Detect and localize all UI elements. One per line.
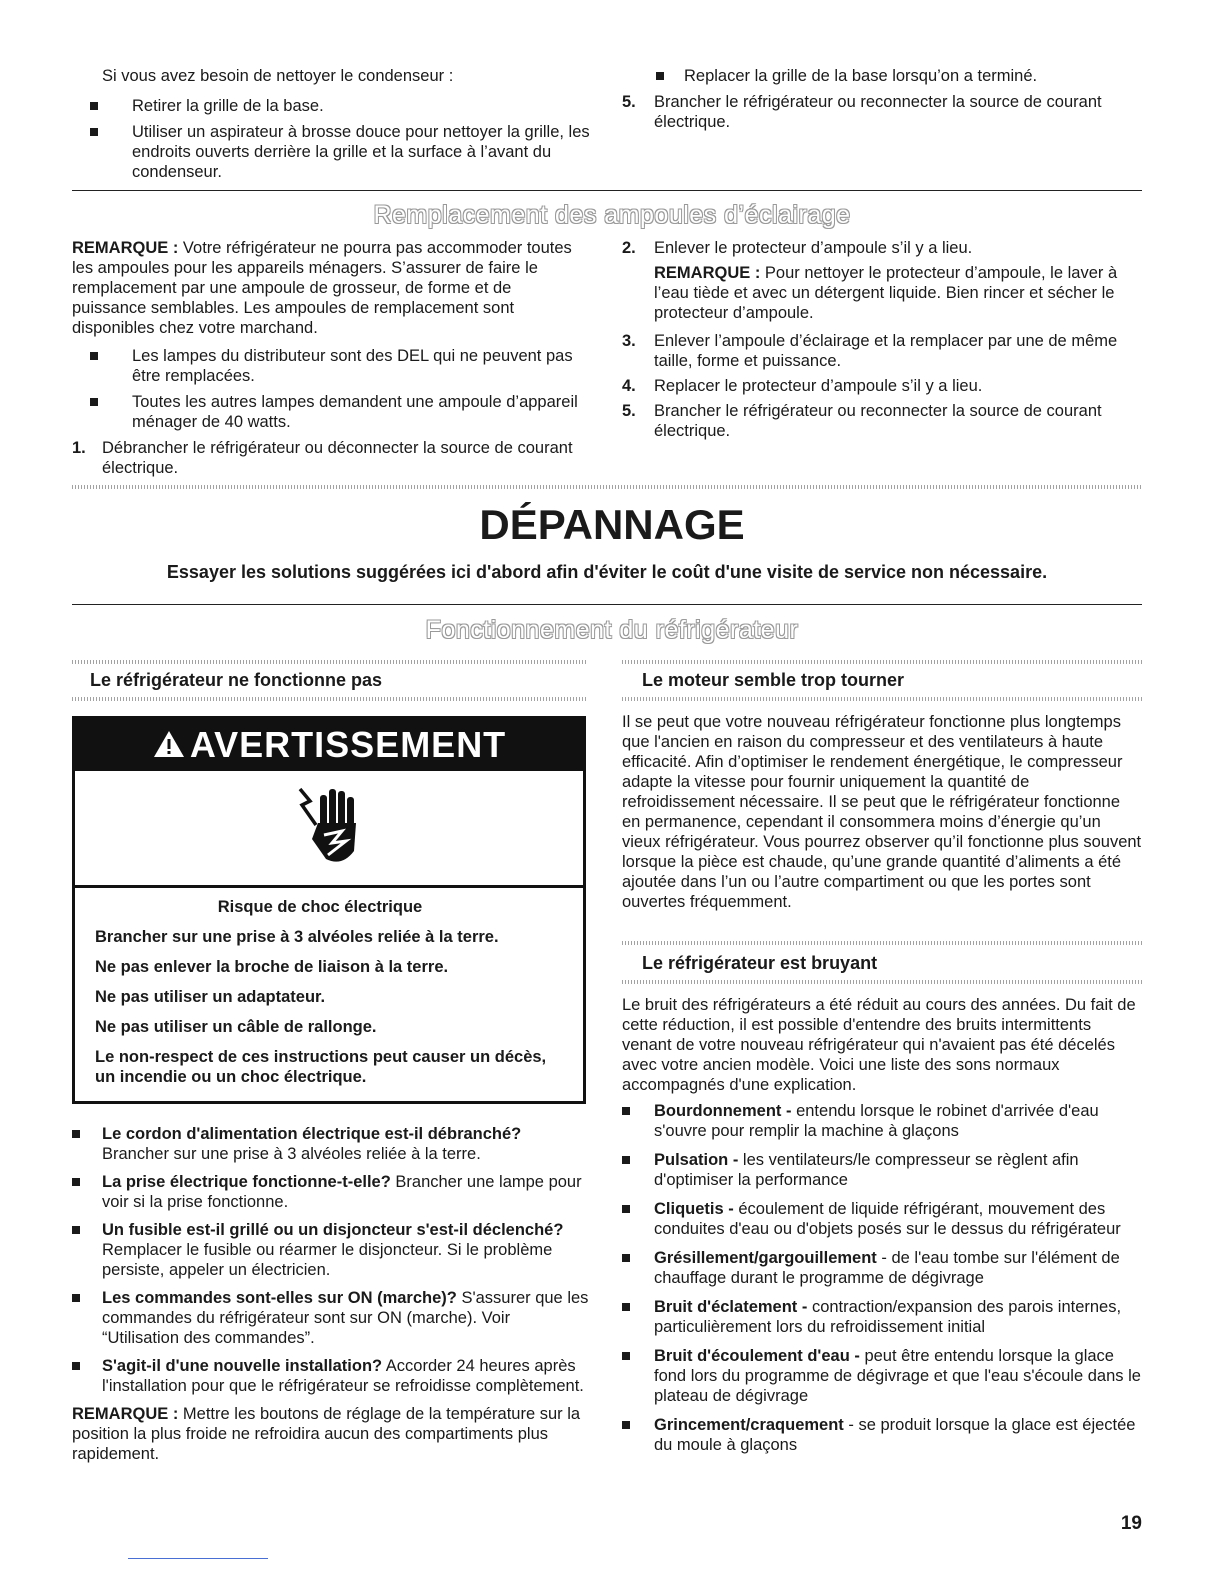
- list-item: Les lampes du distributeur sont des DEL qui ne peuvent pas être remplacées.: [72, 346, 587, 386]
- electric-shock-hand-icon: [294, 785, 364, 875]
- not-running-note: REMARQUE : Mettre les boutons de réglage de la température sur la position la plus froide ne refroidira aucun des compartiments plus rapidement.: [72, 1405, 581, 1463]
- dotted-divider: [622, 941, 1142, 945]
- warning-line: Le non-respect de ces instructions peut causer un décès, un incendie ou un choc électrique.: [95, 1048, 547, 1086]
- bulbs-section-title: Remplacement des ampoules d’éclairage: [373, 201, 851, 229]
- bullet-icon: [72, 1178, 80, 1186]
- list-item: Un fusible est-il grillé ou un disjoncteur s'est-il déclenché? Remplacer le fusible ou réarmer le disjoncteur. Si le problème persiste, appeler un électricien.: [72, 1220, 590, 1280]
- not-running-checklist: [72, 1124, 590, 1464]
- dotted-divider: [622, 980, 1142, 984]
- list-item: Le cordon d'alimentation électrique est-il débranché? Brancher sur une prise à 3 alvéoles reliée à la terre.: [72, 1124, 590, 1164]
- dotted-divider: [72, 485, 1142, 489]
- page-subtitle: Essayer les solutions suggérées ici d'abord afin d'éviter le coût d'une visite de service non nécessaire.: [166, 562, 1048, 582]
- step-item: 4. Replacer le protecteur d’ampoule s’il y a lieu.: [622, 377, 983, 395]
- list-item: Toutes les autres lampes demandent une ampoule d’appareil ménager de 40 watts.: [72, 392, 587, 432]
- bullet-icon: [90, 352, 98, 360]
- bulbs-right-column: [622, 238, 1142, 446]
- divider: [72, 190, 1142, 191]
- warning-header: AVERTISSEMENT: [75, 719, 583, 771]
- warning-text: [95, 897, 565, 1097]
- list-item: Retirer la grille de la base.: [72, 96, 592, 116]
- list-item: Bourdonnement - entendu lorsque le robinet d'arrivée d'eau s'ouvre pour remplir la machine à glaçons: [622, 1101, 1142, 1141]
- step-item: 2. Enlever le protecteur d’ampoule s’il y a lieu.: [622, 239, 973, 257]
- list-item: La prise électrique fonctionne-t-elle? Brancher une lampe pour voir si la prise fonctionne.: [72, 1172, 590, 1212]
- subsection-heading: Le moteur semble trop tourner: [642, 670, 905, 690]
- step2-note: REMARQUE : Pour nettoyer le protecteur d’ampoule, le laver à l’eau tiède et avec un détergent liquide. Bien rincer et sécher le protecteur d’ampoule.: [654, 264, 1118, 322]
- warning-line: Ne pas enlever la broche de liaison à la terre.: [95, 958, 449, 976]
- list-item: Cliquetis - écoulement de liquide réfrigérant, mouvement des conduites d'eau ou d'objets posés sur le dessus du réfrigérateur: [622, 1199, 1142, 1239]
- warning-icon-area: [75, 771, 583, 888]
- list-item: Grésillement/gargouillement - de l'eau tombe sur l'élément de chauffage durant le programme de dégivrage: [622, 1248, 1142, 1288]
- warning-line: Brancher sur une prise à 3 alvéoles reliée à la terre.: [95, 928, 499, 946]
- operation-section-title: Fonctionnement du réfrigérateur: [425, 616, 799, 644]
- warning-box: [72, 716, 586, 1104]
- list-item: Replacer la grille de la base lorsqu’on a terminé.: [622, 66, 1142, 86]
- bullet-icon: [72, 1362, 80, 1370]
- list-item: Les commandes sont-elles sur ON (marche)? S'assurer que les commandes du réfrigérateur sont sur ON (marche). Voir “Utilisation des commandes”.: [72, 1288, 590, 1348]
- bullet-icon: [72, 1294, 80, 1302]
- page-number: 19: [1120, 1513, 1142, 1534]
- top-right-column: [622, 66, 1142, 137]
- bullet-icon: [622, 1254, 630, 1262]
- subsection-heading: Le réfrigérateur ne fonctionne pas: [90, 670, 383, 690]
- bullet-icon: [656, 72, 664, 80]
- subsection-heading: Le réfrigérateur est bruyant: [642, 953, 878, 973]
- motor-text: Il se peut que votre nouveau réfrigérateur fonctionne plus longtemps que l'ancien en raison du compresseur et des ventilateurs à haute efficacité. Afin d’optimiser le rendement énergétique, le compresseur adapte la vitesse pour fournir uniquement la quantité de refroidissement nécessaire. Il se peut que le réfrigérateur fonctionne en permanence, cependant il consommera moins d’énergie qu’un vieux réfrigérateur. Vous pourrez observer qu’il fonctionne plus souvent lorsque la pièce est chaude, qu’une grande quantité d’aliments a été ajoutée dans l’un ou l’autre compartiment ou que les portes sont ouvertes fréquemment.: [622, 713, 1142, 911]
- list-item: Utiliser un aspirateur à brosse douce pour nettoyer la grille, les endroits ouverts derrière la grille et la surface à l’avant du condenseur.: [72, 122, 592, 182]
- bullet-icon: [622, 1303, 630, 1311]
- step-item: 5. Brancher le réfrigérateur ou reconnecter la source de courant électrique.: [622, 402, 1102, 440]
- bullet-icon: [622, 1421, 630, 1429]
- dotted-divider: [72, 697, 586, 701]
- warning-risk: Risque de choc électrique: [217, 898, 423, 916]
- bullet-icon: [72, 1130, 80, 1138]
- bullet-icon: [90, 102, 98, 110]
- bulbs-note: REMARQUE : Votre réfrigérateur ne pourra pas accommoder toutes les ampoules pour les appareils ménagers. S’assurer de faire le remplacement par une ampoule de grosseur, de forme et de puissance semblables. Les ampoules de remplacement sont disponibles chez votre marchand.: [72, 239, 572, 337]
- bullet-icon: [90, 398, 98, 406]
- bullet-icon: [622, 1205, 630, 1213]
- warning-triangle-icon: [152, 729, 186, 759]
- list-item: Grincement/craquement - se produit lorsque la glace est éjectée du moule à glaçons: [622, 1415, 1142, 1455]
- list-item: Pulsation - les ventilateurs/le compresseur se règlent afin d'optimiser la performance: [622, 1150, 1142, 1190]
- divider: [72, 604, 1142, 605]
- footer-line: [128, 1558, 268, 1559]
- noisy-intro: Le bruit des réfrigérateurs a été réduit au cours des années. Du fait de cette réduction, il est possible d'entendre des bruits intermittents venant de votre nouveau réfrigérateur qui n'avaient pas été décelés avec votre ancien modèle. Voici une liste des sons normaux accompagnés d'une explication.: [622, 996, 1136, 1094]
- page-title: DÉPANNAGE: [479, 501, 745, 548]
- list-item: S'agit-il d'une nouvelle installation? Accorder 24 heures après l'installation pour que le réfrigérateur se refroidisse complètement.: [72, 1356, 590, 1396]
- list-item: Bruit d'écoulement d'eau - peut être entendu lorsque la glace fond lors du programme de dégivrage et que l'eau s'écoule dans le plateau de dégivrage: [622, 1346, 1142, 1406]
- bullet-icon: [622, 1156, 630, 1164]
- bullet-icon: [72, 1226, 80, 1234]
- warning-line: Ne pas utiliser un câble de rallonge.: [95, 1018, 377, 1036]
- bulbs-left-column: [72, 238, 587, 483]
- list-item: Bruit d'éclatement - contraction/expansion des parois internes, particulièrement lors du refroidissement initial: [622, 1297, 1142, 1337]
- dotted-divider: [72, 660, 586, 664]
- dotted-divider: [622, 697, 1142, 701]
- condenser-intro: Si vous avez besoin de nettoyer le condenseur :: [102, 67, 454, 85]
- top-left-column: [72, 66, 592, 188]
- step-item: 1. Débrancher le réfrigérateur ou déconnecter la source de courant électrique.: [72, 439, 573, 477]
- bullet-icon: [90, 128, 98, 136]
- bullet-icon: [622, 1352, 630, 1360]
- step-item: 3. Enlever l’ampoule d’éclairage et la remplacer par une de même taille, forme et puissance.: [622, 332, 1118, 370]
- bullet-icon: [622, 1107, 630, 1115]
- step-item: 5. Brancher le réfrigérateur ou reconnecter la source de courant électrique.: [622, 93, 1102, 131]
- dotted-divider: [622, 660, 1142, 664]
- noisy-column: [622, 995, 1142, 1464]
- warning-line: Ne pas utiliser un adaptateur.: [95, 988, 326, 1006]
